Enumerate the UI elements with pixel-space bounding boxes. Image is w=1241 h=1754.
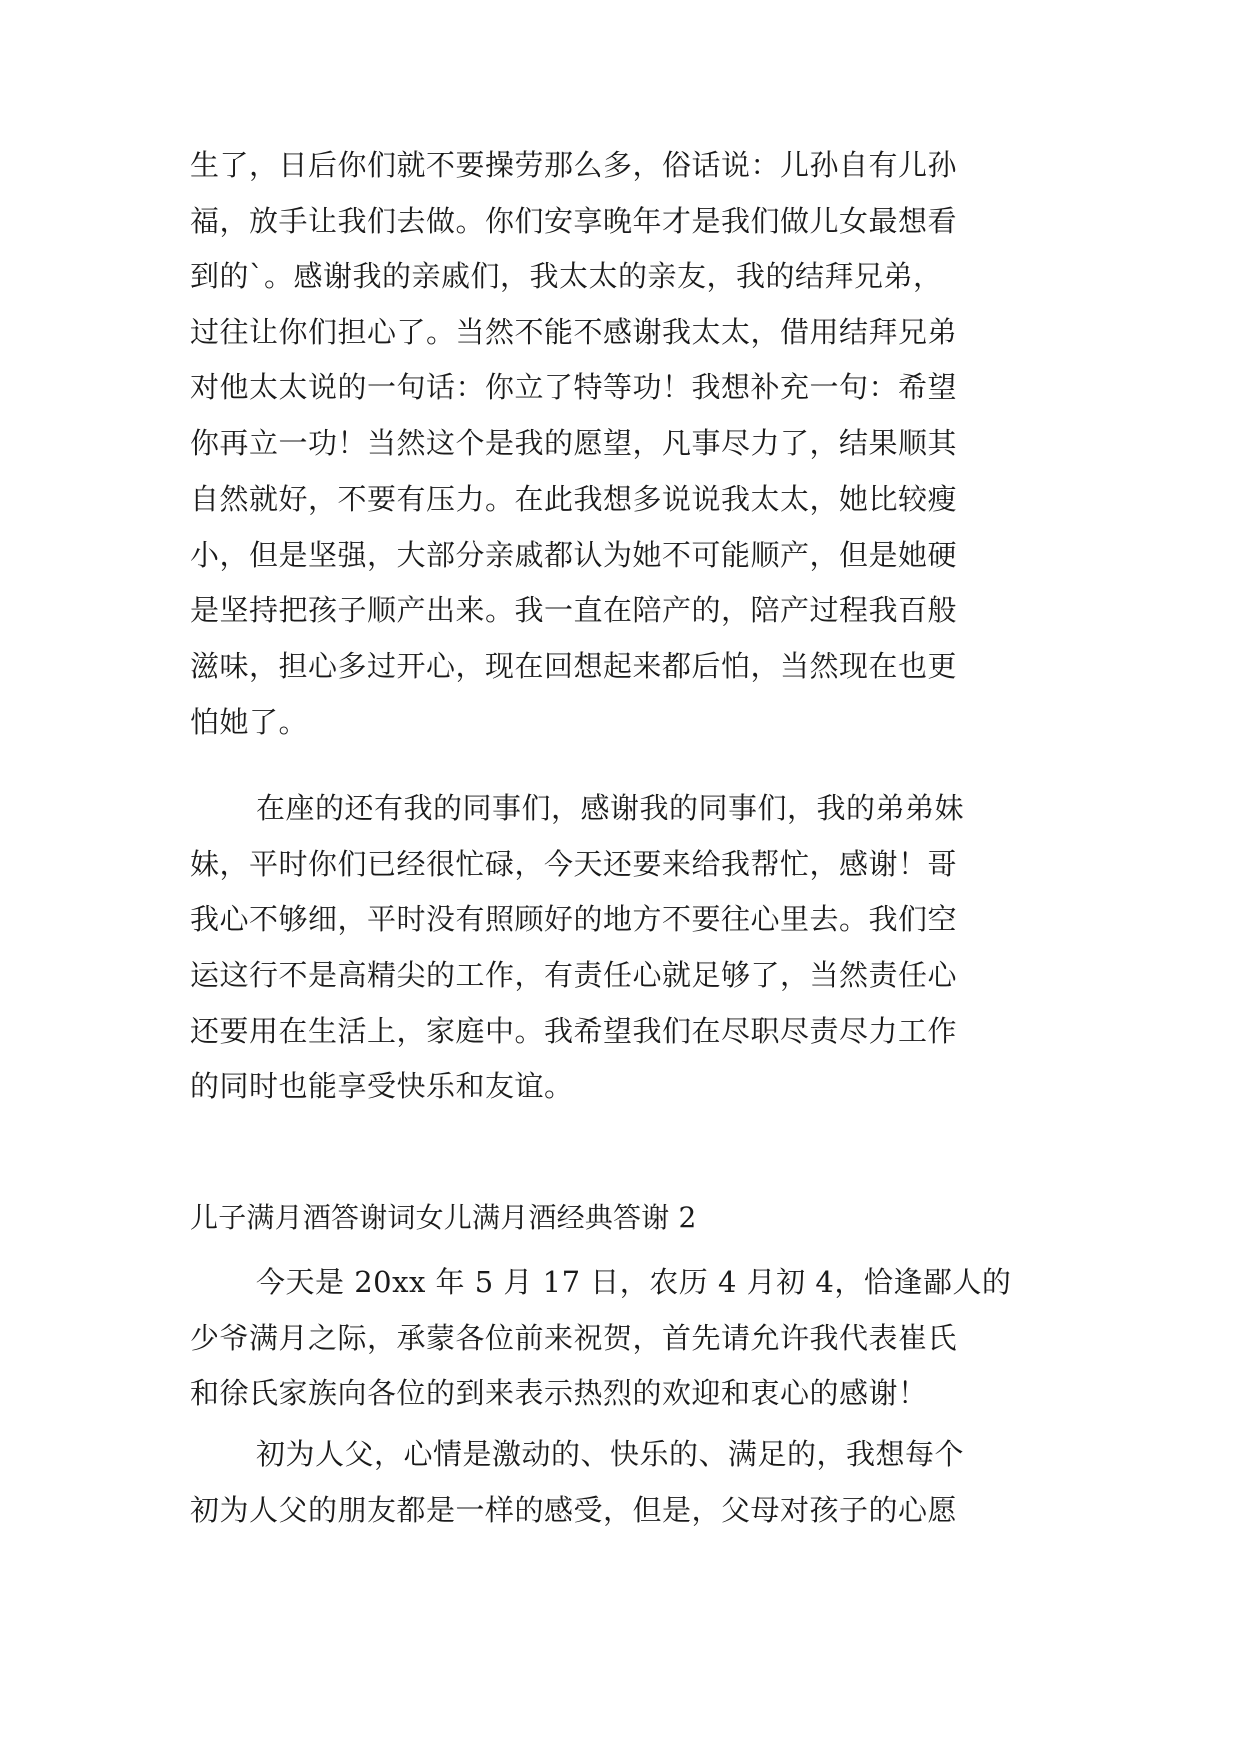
paragraph-1-line-6: 你再立一功！当然这个是我的愿望，凡事尽力了，结果顺其 [190, 426, 958, 460]
paragraph-1-line-4: 过往让你们担心了。当然不能不感谢我太太，借用结拜兄弟 [190, 315, 958, 349]
paragraph-1-line-2: 福，放手让我们去做。你们安享晚年才是我们做儿女最想看 [190, 204, 958, 238]
section-paragraph-1-line-2: 少爷满月之际，承蒙各位前来祝贺，首先请允许我代表崔氏 [190, 1321, 958, 1355]
paragraph-1-line-11: 怕她了。 [190, 705, 309, 739]
paragraph-2-line-6: 的同时也能享受快乐和友谊。 [190, 1069, 574, 1103]
paragraph-2-line-3: 我心不够细，平时没有照顾好的地方不要往心里去。我们空 [190, 902, 958, 936]
section-title: 儿子满月酒答谢词女儿满月酒经典答谢 2 [190, 1201, 697, 1234]
paragraph-1-line-5: 对他太太说的一句话：你立了特等功！我想补充一句：希望 [190, 370, 958, 404]
paragraph-1-line-10: 滋味，担心多过开心，现在回想起来都后怕，当然现在也更 [190, 649, 958, 683]
section-paragraph-1-line-3: 和徐氏家族向各位的到来表示热烈的欢迎和衷心的感谢！ [190, 1376, 928, 1410]
paragraph-1-line-8: 小，但是坚强，大部分亲戚都认为她不可能顺产，但是她硬 [190, 538, 958, 572]
section-paragraph-2-line-2: 初为人父的朋友都是一样的感受，但是，父母对孩子的心愿 [190, 1493, 958, 1527]
paragraph-1-line-3: 到的`。感谢我的亲戚们，我太太的亲友，我的结拜兄弟， [190, 259, 943, 293]
section-paragraph-1-line-1: 今天是 20xx 年 5 月 17 日，农历 4 月初 4，恰逢鄙人的 [256, 1265, 1012, 1299]
section-paragraph-2-line-1: 初为人父，心情是激动的、快乐的、满足的，我想每个 [256, 1437, 965, 1471]
paragraph-1-line-9: 是坚持把孩子顺产出来。我一直在陪产的，陪产过程我百般 [190, 593, 958, 627]
paragraph-2-line-1: 在座的还有我的同事们，感谢我的同事们，我的弟弟妹 [256, 791, 965, 825]
paragraph-2-line-5: 还要用在生活上，家庭中。我希望我们在尽职尽责尽力工作 [190, 1014, 958, 1048]
paragraph-2-line-4: 运这行不是高精尖的工作，有责任心就足够了，当然责任心 [190, 958, 958, 992]
paragraph-1-line-7: 自然就好，不要有压力。在此我想多说说我太太，她比较瘦 [190, 482, 958, 516]
paragraph-2-line-2: 妹，平时你们已经很忙碌，今天还要来给我帮忙，感谢！哥 [190, 847, 958, 881]
paragraph-1-line-1: 生了，日后你们就不要操劳那么多，俗话说：儿孙自有儿孙 [190, 148, 958, 182]
